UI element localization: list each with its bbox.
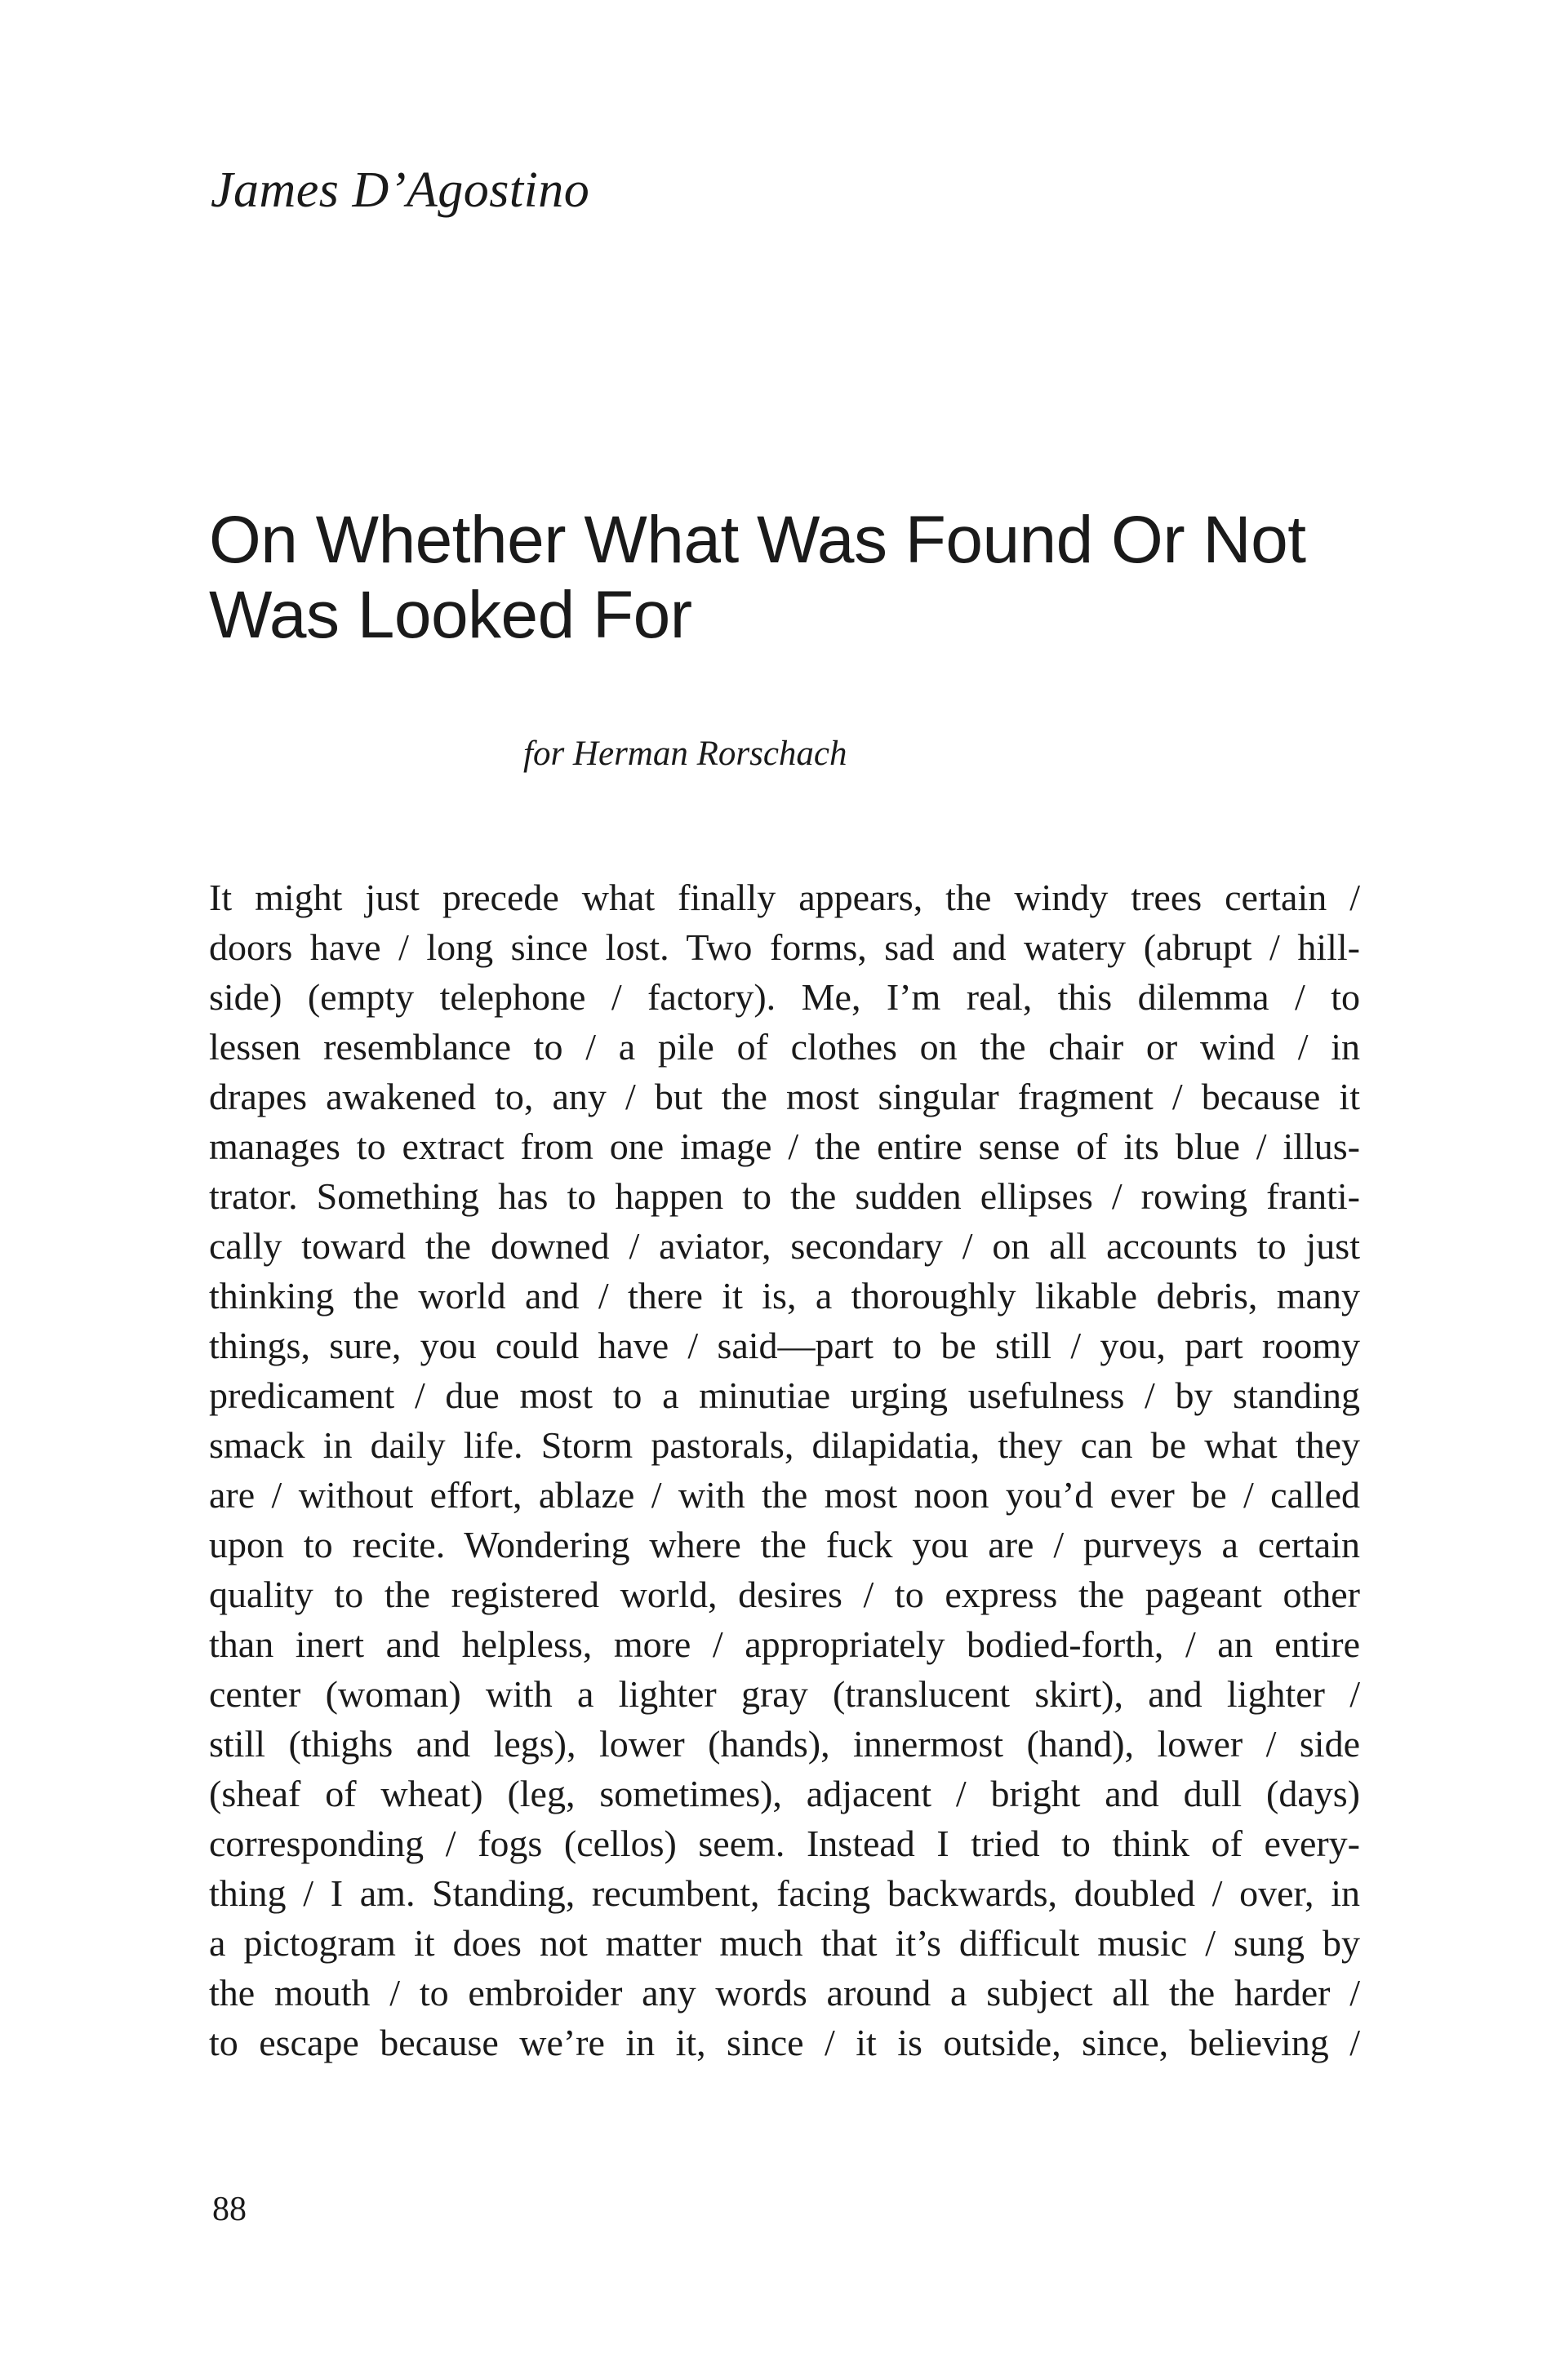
poem-line: a pictogram it does not matter much that it’s difficult music / sung by bbox=[209, 1922, 1360, 1964]
poem-line: corresponding / fogs (cellos) seem. Instead I tried to think of every- bbox=[209, 1823, 1360, 1864]
poem-line: than inert and helpless, more / appropriately bodied-forth, / an entire bbox=[209, 1623, 1360, 1665]
poem-line: still (thighs and legs), lower (hands), innermost (hand), lower / side bbox=[209, 1723, 1360, 1765]
page-number: 88 bbox=[212, 2191, 247, 2228]
poem-line: (sheaf of wheat) (leg, sometimes), adjacent / bright and dull (days) bbox=[209, 1773, 1360, 1814]
poem-line: side) (empty telephone / factory). Me, I’m real, this dilemma / to bbox=[209, 976, 1360, 1018]
poem-dedication: for Herman Rorschach bbox=[523, 735, 847, 773]
poem-line: quality to the registered world, desires / to express the pageant other bbox=[209, 1574, 1360, 1615]
poem-title bbox=[209, 503, 1393, 653]
poem-line: things, sure, you could have / said—part to be still / you, part roomy bbox=[209, 1325, 1360, 1366]
poem-line: trator. Something has to happen to the sudden ellipses / rowing franti- bbox=[209, 1175, 1360, 1217]
poem-line: predicament / due most to a minutiae urging usefulness / by standing bbox=[209, 1374, 1360, 1416]
poem-line: It might just precede what finally appears, the windy trees certain / bbox=[209, 877, 1360, 918]
poem-line: doors have / long since lost. Two forms, sad and watery (abrupt / hill- bbox=[209, 926, 1360, 968]
poem-line: upon to recite. Wondering where the fuck you are / purveys a certain bbox=[209, 1524, 1360, 1565]
poem-line: thing / I am. Standing, recumbent, facing backwards, doubled / over, in bbox=[209, 1872, 1360, 1914]
poem-line: are / without effort, ablaze / with the most noon you’d ever be / called bbox=[209, 1474, 1360, 1516]
poem-line: smack in daily life. Storm pastorals, dilapidatia, they can be what they bbox=[209, 1424, 1360, 1466]
poem-line: cally toward the downed / aviator, secondary / on all accounts to just bbox=[209, 1225, 1360, 1267]
poem-line: lessen resemblance to / a pile of clothes on the chair or wind / in bbox=[209, 1026, 1360, 1068]
poem-body bbox=[209, 873, 1360, 2067]
poem-line: to escape because we’re in it, since / it is outside, since, believing / bbox=[209, 2022, 1360, 2063]
author-name: James D’Agostino bbox=[211, 162, 590, 218]
poem-title-line-2: Was Looked For bbox=[209, 577, 692, 652]
poem-line: center (woman) with a lighter gray (translucent skirt), and lighter / bbox=[209, 1673, 1360, 1715]
poem-line: manages to extract from one image / the entire sense of its blue / illus- bbox=[209, 1126, 1360, 1167]
poem-line: the mouth / to embroider any words around a subject all the harder / bbox=[209, 1972, 1360, 2014]
poem-line: drapes awakened to, any / but the most singular fragment / because it bbox=[209, 1076, 1360, 1117]
poem-title-line-1: On Whether What Was Found Or Not bbox=[209, 503, 1306, 577]
poem-line: thinking the world and / there it is, a thoroughly likable debris, many bbox=[209, 1275, 1360, 1317]
